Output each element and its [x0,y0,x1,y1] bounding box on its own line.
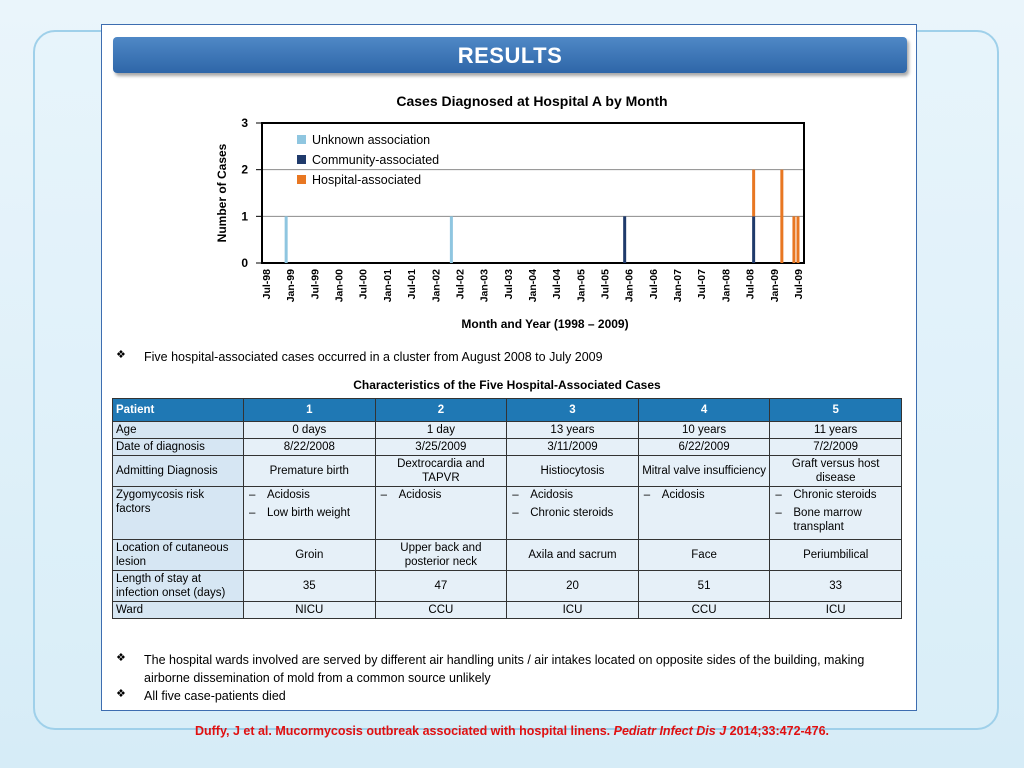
row-label: Location of cutaneous lesion [113,540,244,571]
x-tick-label: Jan-08 [720,269,733,303]
y-tick-label: 1 [241,209,248,224]
table-cell: 11 years [770,422,902,439]
x-axis-label: Month and Year (1998 – 2009) [461,317,629,331]
x-tick-label: Jan-99 [285,269,298,303]
results-banner: RESULTS [113,37,907,73]
chart-legend [297,133,439,187]
x-tick-label: Jan-04 [526,269,539,303]
risk-factor: – Chronic steroids [773,488,898,502]
y-tick-label: 3 [241,116,248,130]
table-cell: 8/22/2008 [244,439,376,456]
legend-label: Unknown association [312,133,431,147]
bullet-text: The hospital wards involved are served by different air handling units / air intakes located on opposite sides of the building, making airborne dissemination of mold from a common source unlikely [144,653,865,685]
header-cell: 2 [375,399,507,422]
x-tick-label: Jul-02 [454,269,467,300]
bullet-text: Five hospital-associated cases occurred in a cluster from August 2008 to July 2009 [144,350,603,364]
table-row-location [113,540,902,571]
table-cell: 6/22/2009 [638,439,770,456]
y-axis-label: Number of Cases [215,143,229,243]
bar [285,216,288,263]
table-row-date [113,439,902,456]
citation-authors-title: Duffy, J et al. Mucormycosis outbreak associated with hospital linens. [194,724,614,738]
legend-label: Hospital-associated [312,173,422,187]
row-label: Zygomycosis risk factors [113,487,244,540]
bar [780,170,783,263]
risk-factor: – Acidosis [247,488,372,502]
table-cell: Histiocytosis [507,456,639,487]
table-cell: 35 [244,571,376,602]
table-cell: Premature birth [244,456,376,487]
x-tick-label: Jan-05 [575,269,588,303]
table-cell [638,487,770,540]
table-cell: Periumbilical [770,540,902,571]
x-tick-label: Jan-09 [768,269,781,303]
x-tick-label: Jul-01 [406,269,419,300]
table-cell: 13 years [507,422,639,439]
table-cell: 47 [375,571,507,602]
table-row-ward [113,602,902,619]
table-cell: 7/2/2009 [770,439,902,456]
risk-factor: – Acidosis [510,488,635,502]
bar [792,216,795,263]
x-tick-label: Jan-06 [623,269,636,303]
citation [80,724,944,738]
table-cell: Dextrocardia and TAPVR [375,456,507,487]
x-tick-label: Jul-98 [261,269,273,300]
row-label: Date of diagnosis [113,439,244,456]
table-cell: Face [638,540,770,571]
row-label: Ward [113,602,244,619]
citation-journal: Pediatr Infect Dis J [613,724,727,738]
y-tick-label: 0 [241,256,248,270]
x-tick-label: Jul-05 [599,269,612,300]
chart-title: Cases Diagnosed at Hospital A by Month [396,93,668,109]
table-cell: CCU [375,602,507,619]
table-cell: 51 [638,571,770,602]
x-axis-ticks [261,269,805,302]
diamond-bullet-icon: ❖ [116,688,126,700]
cases-bar-chart [200,112,820,334]
x-tick-label: Jan-01 [381,269,394,303]
bar [796,216,799,263]
table-row-diagnosis [113,456,902,487]
bar [623,216,626,263]
risk-factor: – Bone marrow transplant [773,506,898,534]
bar [450,216,453,263]
table-row-risk-factors [113,487,902,540]
risk-factor: – Acidosis [379,488,504,502]
bar [752,216,755,263]
x-tick-label: Jan-02 [430,269,443,303]
bar [752,170,755,217]
risk-factor: – Chronic steroids [510,506,635,520]
table-cell: 20 [507,571,639,602]
x-tick-label: Jan-03 [478,269,491,303]
table-cell: 3/25/2009 [375,439,507,456]
table-title: Characteristics of the Five Hospital-Associated Cases [353,378,661,392]
header-cell: 4 [638,399,770,422]
citation-volume: 2014;33:472-476. [726,724,830,738]
legend-label: Community-associated [312,153,440,167]
table-cell: ICU [507,602,639,619]
table-cell: Mitral valve insufficiency [638,456,770,487]
table-cell: Groin [244,540,376,571]
table-cell [375,487,507,540]
diamond-bullet-icon: ❖ [116,652,126,664]
risk-factor: – Low birth weight [247,506,372,520]
x-tick-label: Jul-03 [502,269,515,300]
x-tick-label: Jan-07 [672,268,685,303]
x-tick-label: Jul-00 [357,269,370,300]
row-label: Admitting Diagnosis [113,456,244,487]
header-cell: 5 [770,399,902,422]
table-cell: 10 years [638,422,770,439]
table-header-row [113,399,902,422]
table-cell: Axila and sacrum [507,540,639,571]
table-cell: NICU [244,602,376,619]
x-tick-label: Jul-07 [696,269,709,300]
table-cell [770,487,902,540]
legend-swatch [297,155,306,164]
table-cell: Graft versus host disease [770,456,902,487]
x-tick-label: Jan-00 [333,269,346,303]
header-cell: Patient [113,399,244,422]
y-axis-ticks [241,116,262,270]
x-tick-label: Jul-08 [744,269,757,300]
cases-table [112,398,902,619]
table-cell [507,487,639,540]
row-label: Length of stay at infection onset (days) [113,571,244,602]
x-tick-label: Jul-06 [647,269,660,300]
table-cell: 0 days [244,422,376,439]
header-cell: 3 [507,399,639,422]
table-row-age [113,422,902,439]
row-label: Age [113,422,244,439]
x-tick-label: Jul-09 [792,269,805,300]
table-cell: CCU [638,602,770,619]
legend-swatch [297,175,306,184]
table-cell [244,487,376,540]
table-cell: 1 day [375,422,507,439]
diamond-bullet-icon: ❖ [116,349,126,361]
x-tick-label: Jul-99 [309,269,322,300]
legend-swatch [297,135,306,144]
table-cell: 33 [770,571,902,602]
table-cell: 3/11/2009 [507,439,639,456]
header-cell: 1 [244,399,376,422]
risk-factor: – Acidosis [642,488,767,502]
y-tick-label: 2 [241,162,248,177]
table-cell: Upper back and posterior neck [375,540,507,571]
table-cell: ICU [770,602,902,619]
table-row-length-of-stay [113,571,902,602]
x-tick-label: Jul-04 [551,269,564,300]
bullet-text: All five case-patients died [144,689,286,703]
